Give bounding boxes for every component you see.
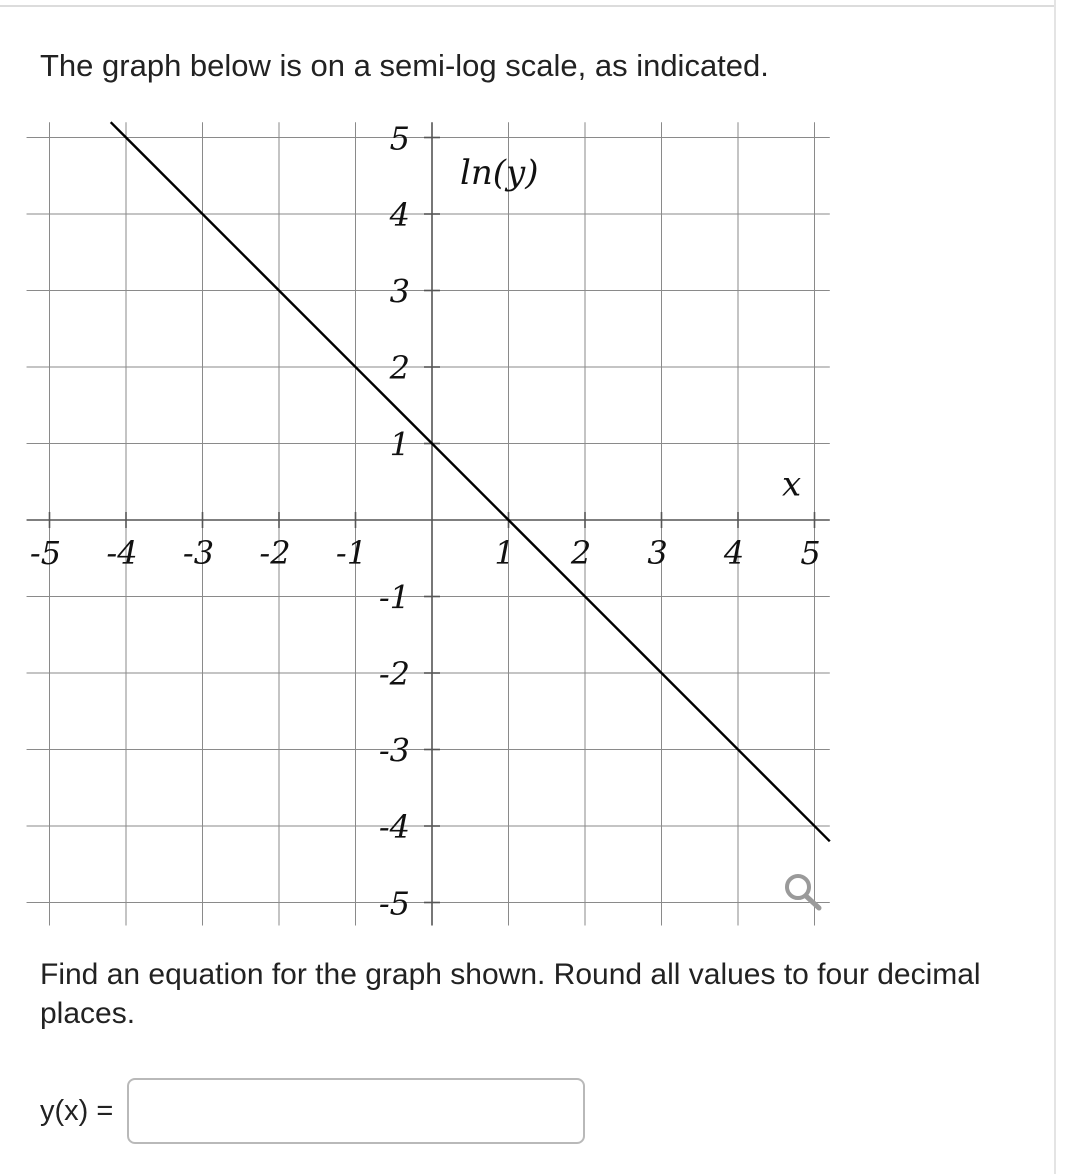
x-tick-label: 5 [800, 534, 821, 572]
x-tick-label: -1 [335, 534, 368, 572]
right-divider [1054, 0, 1056, 1174]
y-tick-label: -2 [378, 655, 410, 693]
y-tick-label: -3 [378, 731, 410, 770]
y-tick-label: -1 [378, 578, 410, 617]
x-tick-label: -5 [29, 534, 62, 572]
answer-row [40, 1075, 585, 1147]
x-tick-label: 3 [647, 534, 668, 572]
answer-label: y(x) = [40, 1094, 114, 1127]
x-tick-label: 4 [723, 534, 745, 572]
intro-text: The graph below is on a semi-log scale, as indicated. [40, 48, 769, 83]
series-line [111, 119, 830, 841]
y-tick-label: 3 [389, 272, 410, 311]
x-tick-label: -3 [182, 534, 215, 572]
x-tick-label: 2 [570, 534, 592, 572]
semi-log-graph [0, 110, 1054, 930]
y-tick-label: 4 [389, 196, 410, 234]
y-axis-title: ln(y) [460, 152, 539, 193]
answer-input[interactable] [127, 1078, 585, 1144]
x-axis-title: x [781, 464, 802, 505]
top-divider [0, 5, 1054, 7]
y-tick-label: -5 [378, 884, 410, 923]
x-tick-label: -2 [259, 534, 291, 572]
y-tick-label: 5 [389, 119, 410, 158]
x-tick-label: -4 [106, 534, 138, 572]
y-tick-label: -4 [378, 808, 410, 846]
y-tick-label: 2 [389, 349, 410, 387]
x-tick-label: 1 [494, 534, 515, 572]
question-prompt: Find an equation for the graph shown. Round all values to four decimal places. [40, 958, 981, 1030]
y-tick-label: 1 [389, 425, 410, 464]
